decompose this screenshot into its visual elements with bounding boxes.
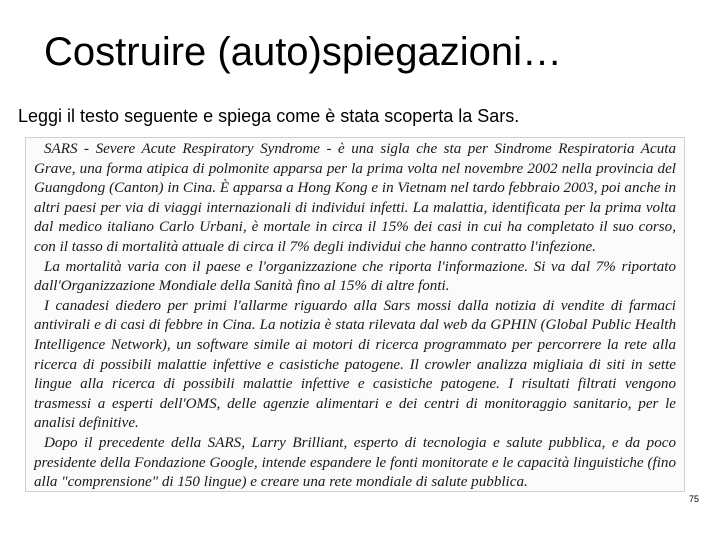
excerpt-paragraph: Dopo il precedente della SARS, Larry Brilliant, esperto di tecnologia e salute pubblica, e da poco presidente della Fondazione Google, intende espandere le fonti monitorate e le capacità linguistiche (fino alla "comprensione" di 150 lingue) e creare una rete mondiale di salute pubblica. [34,434,676,491]
excerpt-paragraph: SARS - Severe Acute Respiratory Syndrome - è una sigla che sta per Sindrome Respiratoria Acuta Grave, una forma atipica di polmonite apparsa per la prima volta nel novembre 2002 nella provincia del Guangdong (Canton) in Cina. È apparsa a Hong Kong e in Vietnam nel tardo febbraio 2003, poi anche in altri paesi per via di viaggi internazionali di individui infetti. La malattia, identificata per la prima volta dal medico italiano Carlo Urbani, è mortale in circa il 15% dei casi in cui ha completato il suo corso, con il tasso di mortalità attuale di circa il 7% degli individui che hanno contratto l'infezione. [34,141,676,255]
instruction-text: Leggi il testo seguente e spiega come è stata scoperta la Sars. [18,106,520,126]
article-excerpt [25,137,685,492]
slide-title: Costruire (auto)spiegazioni… [44,30,563,74]
page-number: 75 [689,494,700,504]
excerpt-paragraph: I canadesi diedero per primi l'allarme riguardo alla Sars mossi dalla notizia di vendite di farmaci antivirali e di casi di febbre in Cina. La notizia è stata rilevata dal web da GPHIN (Global Public Health Intelligence Network), un software simile ai motori di ricerca programmato per percorrere la rete alla ricerca di possibili malattie infettive e casistiche patogene. Il crowler analizza migliaia di siti in sette lingue alla ricerca di possibili malattie infettive e casistiche patogene. I risultati filtrati vengono trasmessi a esperti dell'OMS, delle agenzie alimentari e dei centri di monitoraggio sanitario, per le analisi definitive. [34,297,676,432]
excerpt-paragraph: La mortalità varia con il paese e l'organizzazione che riporta l'informazione. Si va dal 7% riportato dall'Organizzazione Mondiale della Sanità fino al 15% di altre fonti. [34,258,676,295]
